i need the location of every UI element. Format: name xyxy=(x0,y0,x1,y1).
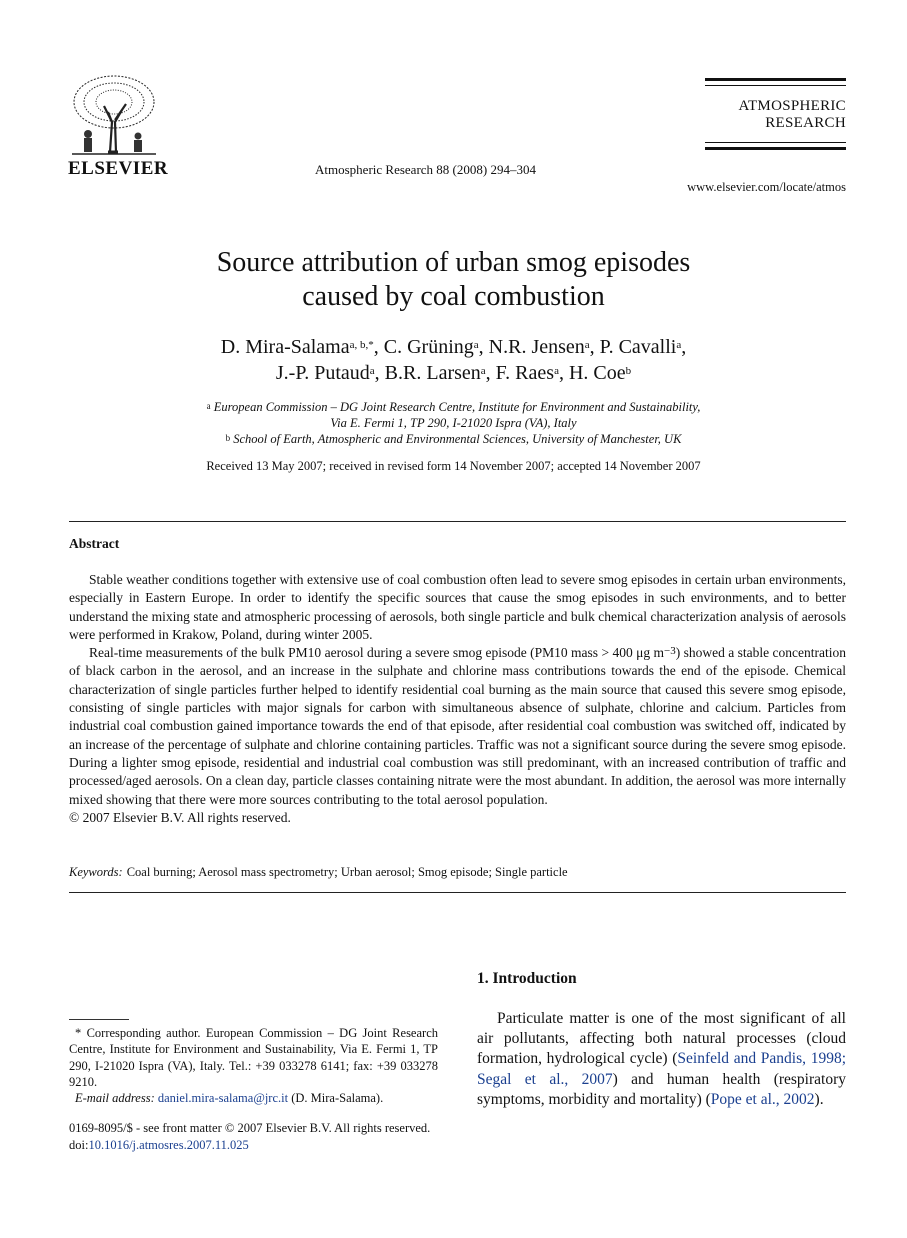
affiliation-mark: b xyxy=(225,433,231,443)
abstract-p2-text-a: Real-time measurements of the bulk PM10 aerosol during a severe smog episode (PM10 mass > 400 μg m xyxy=(89,645,664,661)
title-line2: caused by coal combustion xyxy=(302,281,605,312)
intro-text: Particulate matter is one of the most significant of all air pollutants, affecting both natural processes (cloud formation, hydrological cycle) ( xyxy=(477,1010,846,1068)
author-name[interactable]: C. Grüning xyxy=(383,336,474,358)
abstract-p2-text-b: ) showed a stable concentration of black carbon in the aerosol, and an increase in the sulphate and chlorine mass contributions towards the end of the episode. Chemical characterization of single particles further helped to identify residential coal burning as the main source that caused this severe smog episode, consisting of single particles with major signals for carbon with simultaneous absence of sulphate, chlorine and calcium. Particles from industrial coal combustion gained importance towards the end of that episode, after residential coal combustion was switched off, indicated by an increase of the percentage of sulphate and chlorine containing particles. Traffic was not a significant source during the severe smog episode. During a lighter smog episode, residential and industrial coal combustion was still predominant, with an increased contribution of traffic and processed/aged aerosols. On a clean day, particle classes containing nitrate were the most abundant. In addition, the aerosol was more internally mixed showing that there were more sources contributing to the total aerosol population. xyxy=(69,645,846,807)
email-label: E-mail address: xyxy=(75,1091,155,1106)
author-name[interactable]: F. Raes xyxy=(495,362,555,384)
footnote-rule xyxy=(69,1019,129,1020)
author-affil-mark[interactable]: a xyxy=(473,339,479,351)
journal-name-line1: ATMOSPHERIC xyxy=(738,98,846,114)
intro-text: ) and human health (respiratory symptoms, morbidity and mortality) ( xyxy=(477,1070,847,1108)
author-line1 xyxy=(0,334,907,360)
affiliation-a-line1: European Commission – DG Joint Research Centre, Institute for Environment and Sustainability, xyxy=(213,400,701,414)
received-dates: Received 13 May 2007; received in revised form 14 November 2007; accepted 14 November 2007 xyxy=(206,459,701,473)
author-separator: , xyxy=(374,362,385,384)
author-name[interactable]: B.R. Larsen xyxy=(384,362,481,384)
publisher-logo xyxy=(68,72,169,180)
section-heading-introduction: 1. Introduction xyxy=(477,970,577,987)
author-name[interactable]: P. Cavalli xyxy=(599,336,677,358)
abstract-heading: Abstract xyxy=(69,536,120,551)
corresponding-author-footnote xyxy=(69,1025,438,1106)
unit-exponent: −3 xyxy=(664,645,676,658)
journal-citation: Atmospheric Research 88 (2008) 294–304 xyxy=(315,162,536,177)
author-list xyxy=(0,334,907,386)
divider-top xyxy=(69,521,846,522)
author-affil-mark[interactable]: a, b,* xyxy=(349,339,374,351)
issn-block xyxy=(69,1120,430,1153)
journal-brand xyxy=(705,78,846,154)
abstract-body xyxy=(69,571,846,827)
brand-rule-top xyxy=(705,78,846,81)
author-separator: , xyxy=(681,336,687,358)
author-name[interactable]: D. Mira-Salama xyxy=(220,336,350,358)
author-affil-mark[interactable]: a xyxy=(676,339,682,351)
doi-label: doi: xyxy=(69,1137,89,1152)
footnote-text: * Corresponding author. European Commission – DG Joint Research Centre, Institute for Environment and Sustainability, Via E. Fermi 1, TP 290, I-21020 Ispra (VA), Italy. Tel.: +39 033278 6141; fax: +39 033278 9210. xyxy=(69,1026,438,1089)
affiliation-mark: a xyxy=(206,401,211,411)
author-affil-mark[interactable]: a xyxy=(554,365,559,377)
title-line1: Source attribution of urban smog episodes xyxy=(216,247,691,278)
footnote-email xyxy=(69,1090,438,1106)
doi-link[interactable]: 10.1016/j.atmosres.2007.11.025 xyxy=(88,1137,249,1152)
abstract-paragraph-1: Stable weather conditions together with extensive use of coal combustion often lead to severe smog episodes in certain urban environments, especially in Eastern Europe. In order to identify the specific sources that cause the smog episodes in such environments, and to better understand the mixing state and atmospheric processing of aerosols, both single particle and bulk chemical characterization analysis of aerosols were performed in Krakow, Poland, during winter 2005. xyxy=(69,572,846,642)
author-separator: , xyxy=(485,362,496,384)
issn-line: 0169-8095/$ - see front matter © 2007 Elsevier B.V. All rights reserved. xyxy=(69,1121,431,1135)
journal-name xyxy=(705,98,846,132)
journal-url-link[interactable]: www.elsevier.com/locate/atmos xyxy=(687,180,846,194)
affiliations xyxy=(0,399,907,447)
author-affil-mark[interactable]: a xyxy=(584,339,590,351)
email-link[interactable]: daniel.mira-salama@jrc.it xyxy=(157,1091,289,1106)
brand-rule-top-thin xyxy=(705,85,846,86)
publisher-name: ELSEVIER xyxy=(68,158,169,179)
article-title xyxy=(0,246,907,314)
author-separator: , xyxy=(373,336,384,358)
intro-text: ). xyxy=(814,1090,824,1108)
author-separator: , xyxy=(478,336,489,358)
author-separator: , xyxy=(558,362,569,384)
keywords-text: Coal burning; Aerosol mass spectrometry; Urban aerosol; Smog episode; Single particle xyxy=(126,865,568,879)
citation-link[interactable]: Seinfeld and Pandis, 1998; Segal et al., 2007 xyxy=(477,1050,846,1088)
abstract-paragraph-2 xyxy=(69,644,846,809)
brand-rule-bottom xyxy=(705,147,846,150)
citation-link[interactable]: Pope et al., 2002 xyxy=(710,1090,815,1108)
brand-rule-bottom-thin xyxy=(705,142,846,143)
affiliation-a xyxy=(0,399,907,415)
doi-line xyxy=(69,1137,430,1154)
keywords-label: Keywords: xyxy=(69,865,123,879)
author-name[interactable]: N.R. Jensen xyxy=(488,336,585,358)
abstract-copyright: © 2007 Elsevier B.V. All rights reserved. xyxy=(69,809,291,825)
author-name[interactable]: J.-P. Putaud xyxy=(275,362,370,384)
elsevier-tree-logo-icon xyxy=(68,72,160,156)
author-separator: , xyxy=(589,336,600,358)
keywords xyxy=(69,865,568,880)
affiliation-b xyxy=(0,431,907,447)
email-suffix: (D. Mira-Salama). xyxy=(288,1091,384,1106)
divider-bottom xyxy=(69,892,846,893)
affiliation-a-line2: Via E. Fermi 1, TP 290, I-21020 Ispra (VA), Italy xyxy=(330,416,577,430)
author-name[interactable]: H. Coe xyxy=(568,362,626,384)
author-affil-mark[interactable]: a xyxy=(369,365,375,377)
journal-name-line2: RESEARCH xyxy=(765,115,846,131)
author-affil-mark[interactable]: a xyxy=(480,365,486,377)
author-line2 xyxy=(0,360,907,386)
affiliation-b-line1: School of Earth, Atmospheric and Environmental Sciences, University of Manchester, UK xyxy=(233,432,682,446)
introduction-body xyxy=(477,1009,846,1110)
intro-paragraph xyxy=(477,1009,846,1110)
author-affil-mark[interactable]: b xyxy=(625,365,632,377)
